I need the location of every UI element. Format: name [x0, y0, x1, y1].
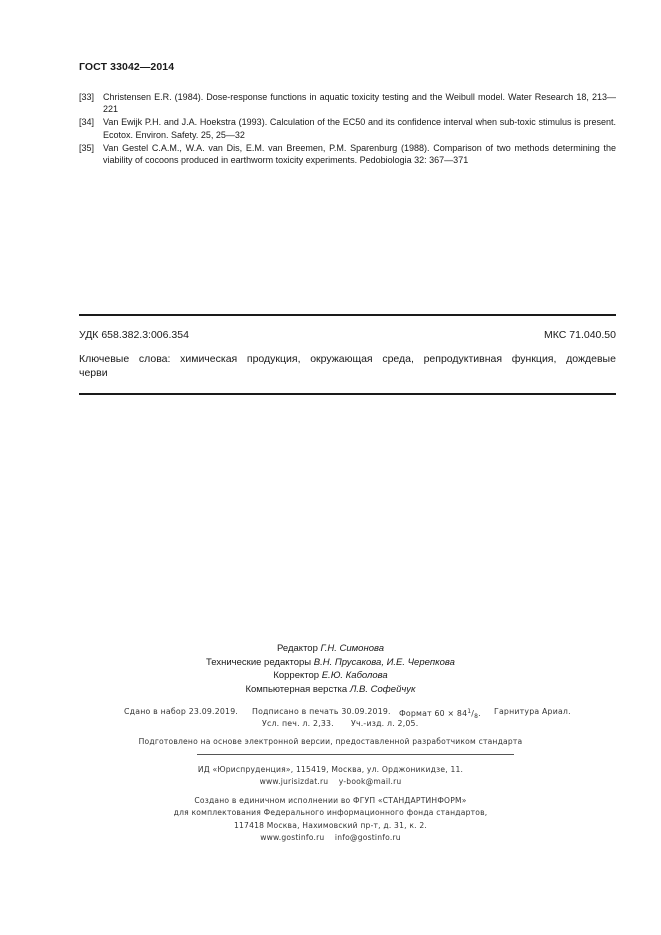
- keyword-word: химическая: [180, 353, 238, 365]
- reference-number: [35]: [79, 142, 95, 153]
- format-numerator: 1: [467, 708, 472, 715]
- publisher-1-email-link[interactable]: y-book@mail.ru: [338, 777, 402, 787]
- keyword-word: репродуктивная: [423, 353, 503, 365]
- editor-name: Г.Н. Симонова: [320, 643, 385, 654]
- keyword-word: продукция,: [246, 353, 301, 365]
- publisher-1-contacts: [0, 776, 661, 788]
- format-suffix: .: [478, 709, 481, 718]
- publisher-1-address: ИД «Юриспруденция», 115419, Москва, ул. Орджоникидзе, 11.: [197, 765, 464, 774]
- format-prefix: Формат 60 × 84: [399, 709, 468, 718]
- signed-date: Подписано в печать 30.09.2019.: [252, 707, 391, 716]
- reference-text: Van Gestel C.A.M., W.A. van Dis, E.M. van Breemen, P.M. Sparenburg (1988). Comparison of two methods determining the viability of cocoons produced in earthworm toxicity experiments. Pedobiologia 32: 367—371: [103, 142, 616, 166]
- reference-number: [33]: [79, 92, 95, 102]
- submitted-date: Сдано в набор 23.09.2019.: [124, 707, 239, 716]
- reference-list: [79, 91, 616, 167]
- reference-item: [79, 142, 616, 166]
- typeface-info: Гарнитура Ариал.: [494, 707, 571, 716]
- classification-row: [79, 329, 616, 341]
- publisher-2-line-1: Создано в единичном исполнении во ФГУП «СТАНДАРТИНФОРМ»: [194, 796, 467, 805]
- proofreader-name: Е.Ю. Каболова: [321, 670, 388, 681]
- keyword-word: Ключевые: [79, 353, 130, 365]
- publisher-1: [0, 764, 661, 789]
- layout-name: Л.В. Софейчук: [349, 683, 416, 695]
- publisher-2-address: 117418 Москва, Нахимовский пр-т, д. 31, к. 2.: [233, 820, 427, 830]
- prepared-note: Подготовлено на основе электронной версии, предоставленной разработчиком стандарта: [138, 737, 523, 746]
- credits-block: [0, 642, 661, 696]
- publisher-1-site-link[interactable]: www.jurisizdat.ru: [259, 777, 329, 787]
- reference-text: Christensen E.R. (1984). Dose-response functions in aquatic toxicity testing and the Weibull model. Water Research 18, 213—221: [103, 92, 616, 115]
- tech-editors-names: В.Н. Прусакова, И.Е. Черепкова: [313, 656, 455, 668]
- publisher-2-contacts: [0, 832, 661, 844]
- keyword-word: слова:: [138, 353, 171, 365]
- editor-line: [0, 642, 661, 656]
- layout-line: [0, 683, 661, 697]
- keyword-word: окружающая: [310, 353, 373, 365]
- editor-label: Редактор: [276, 643, 318, 654]
- format-info: Формат $60 \times 84^1/_8$.: [399, 708, 481, 720]
- tech-editors-label: Технические редакторы: [206, 656, 312, 668]
- reference-item: [79, 91, 616, 115]
- publisher-2-line-2: для комплектования Федерального информационного фонда стандартов,: [173, 808, 488, 818]
- standard-number: ГОСТ 33042—2014: [79, 61, 175, 73]
- reference-number: [34]: [79, 117, 95, 128]
- reference-text: Van Ewijk P.H. and J.A. Hoekstra (1993). Calculation of the EC50 and its confidence interval when sub-toxic stimulus is present. Ecotox. Environ. Safety. 25, 25—32: [103, 117, 616, 140]
- publisher-sheets: Уч.-изд. л. 2,05.: [351, 719, 419, 728]
- layout-label: Компьютерная верстка: [245, 683, 348, 695]
- keyword-word: функция,: [511, 353, 557, 365]
- format-denominator: 8: [474, 713, 479, 720]
- keyword-word: среда,: [382, 353, 414, 365]
- publisher-2-email-link[interactable]: info@gostinfo.ru: [334, 833, 401, 843]
- keywords-block: [79, 352, 616, 380]
- udk-code: УДК 658.382.3:006.354: [79, 329, 189, 341]
- proofreader-line: [0, 669, 661, 683]
- thin-divider: [197, 754, 514, 755]
- publisher-2: [0, 795, 661, 845]
- bottom-divider: [79, 393, 616, 395]
- tech-editors-line: [0, 656, 661, 670]
- top-divider: [79, 314, 616, 316]
- proofreader-label: Корректор: [273, 670, 320, 681]
- keyword-word: дождевые: [566, 353, 616, 365]
- print-sheets: Усл. печ. л. 2,33.: [262, 719, 334, 728]
- keywords-line-1: [79, 352, 616, 366]
- keywords-line-2: черви: [79, 367, 108, 379]
- reference-item: [79, 116, 616, 140]
- mks-code: МКС 71.040.50: [544, 329, 616, 341]
- publisher-2-site-link[interactable]: www.gostinfo.ru: [260, 833, 325, 843]
